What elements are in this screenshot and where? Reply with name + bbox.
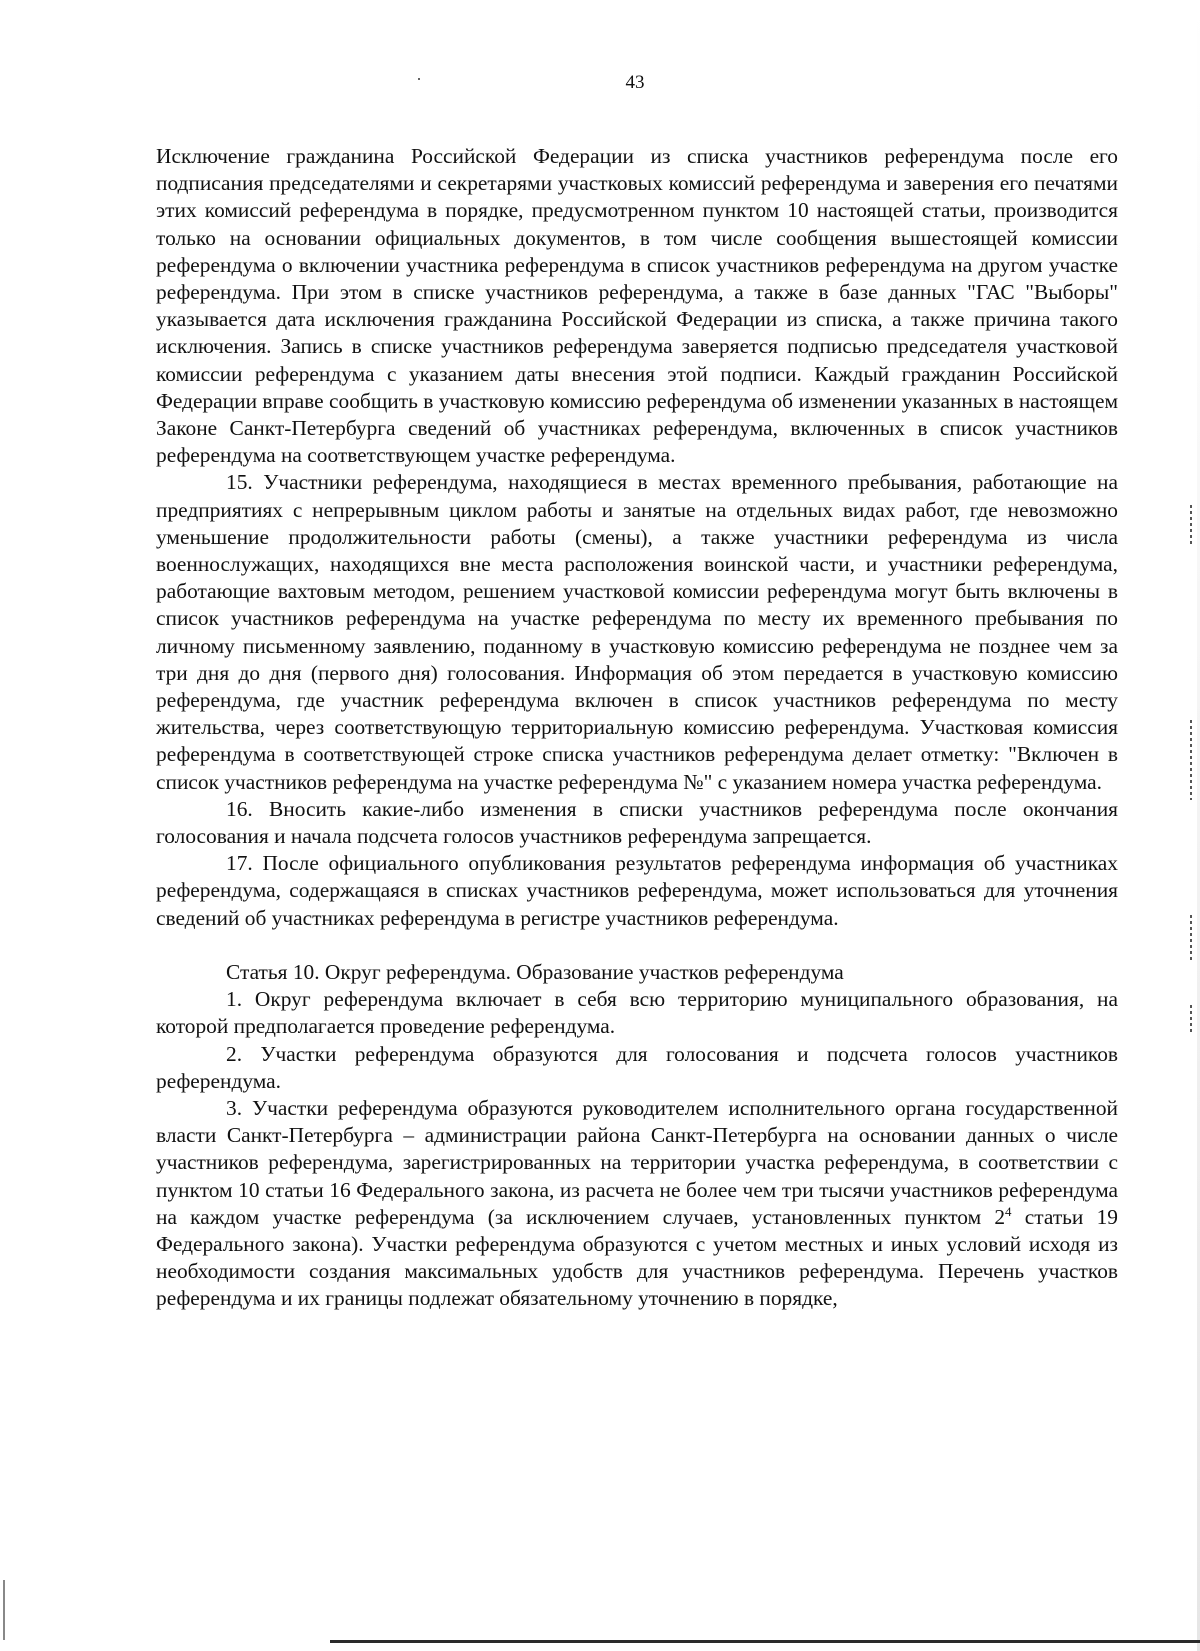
paragraph-item-16: 16. Вносить какие-либо изменения в списки участников референдума после окончания голосования и начала подсчета голосов участников референдума запрещается. (156, 796, 1118, 849)
article-paragraph-2: 2. Участки референдума образуются для голосования и подсчета голосов участников референдума. (156, 1041, 1118, 1093)
scan-bottom-edge (330, 1640, 1200, 1643)
paragraph-continued: Исключение гражданина Российской Федерации из списка участников референдума после его подписания председателями и секретарями участковых комиссий референдума и заверения его печатями этих комиссий референдума в порядке, предусмотренном пунктом 10 настоящей статьи, производится только на основании официальных документов, в том числе сообщения вышестоящей комиссии референдума о включении участника референдума в список участников референдума на другом участке референдума. При этом в списке участников референдума, а также в базе данных "ГАС "Выборы" указывается дата исключения гражданина Российской Федерации из списка, а также причина такого исключения. Запись в списке участников референдума заверяется подписью председателя участковой комиссии референдума с указанием даты внесения этой подписи. Каждый гражданин Российской Федерации вправе сообщить в участковую комиссию референдума об изменении указанных в настоящем Законе Санкт-Петербурга сведений об участниках референдума, включенных в список участников референдума на соответствующем участке референдума. (156, 144, 1118, 468)
binding-mark (1190, 505, 1192, 545)
article-heading: Статья 10. Округ референдума. Образование участков референдума (226, 959, 844, 984)
binding-mark (1190, 720, 1192, 800)
article-paragraph-3-part-1: 3. Участки референдума образуются руководителем исполнительного органа государственной власти Санкт-Петербурга – администрации района Санкт-Петербурга на основании данных о числе участников референдума, зарегистрированных на территории участка референдума, в соответствии с пунктом 10 статьи 16 Федерального закона, из расчета не более чем три тысячи участников референдума на каждом участке референдума (за исключением случаев, установленных пунктом 2 (156, 1095, 1118, 1229)
superscript-4: 4 (1005, 1203, 1012, 1219)
scan-edge-mark (3, 1580, 5, 1640)
article-paragraph-1: 1. Округ референдума включает в себя всю территорию муниципального образования, на которой предполагается проведение референдума. (156, 987, 1118, 1039)
binding-mark (1190, 1005, 1192, 1035)
binding-mark (1190, 915, 1192, 960)
article-paragraph-3-part-2: статьи 19 Федерального закона). Участки референдума образуются с учетом местных и иных условий исходя из необходимости создания максимальных удобств для участников референдума. Перечень участков референдума и их границы подлежат обязательному уточнению в порядке, (156, 1204, 1119, 1311)
paragraph-item-15: 15. Участники референдума, находящиеся в местах временного пребывания, работающие на предприятиях с непрерывным циклом работы и занятые на отдельных видах работ, где невозможно уменьшение продолжительности работы (смены), а также участники референдума из числа военнослужащих, находящихся вне места расположения воинской части, и участники референдума, работающие вахтовым методом, решением участковой комиссии референдума могут быть включены в список участников референдума на участке референдума по месту их временного пребывания по личному письменному заявлению, поданному в участковую комиссию референдума не позднее чем за три дня до дня (первого дня) голосования. Информация об этом передается в участковую комиссию референдума, где участник референдума включен в список участников референдума по месту жительства, через соответствующую территориальную комиссию референдума. Участковая комиссия референдума в соответствующей строке списка участников референдума делает отметку: "Включен в список участников референдума на участке референдума №" с указанием номера участка референдума. (156, 470, 1118, 794)
article-paragraph-3 (156, 1095, 1118, 1313)
paragraph-item-17: 17. После официального опубликования результатов референдума информация об участниках референдума, содержащаяся в списках участников референдума, может использоваться для уточнения сведений об участниках референдума в регистре участников референдума. (156, 851, 1118, 930)
document-body (156, 143, 1118, 1313)
page-number: 43 (625, 72, 645, 93)
